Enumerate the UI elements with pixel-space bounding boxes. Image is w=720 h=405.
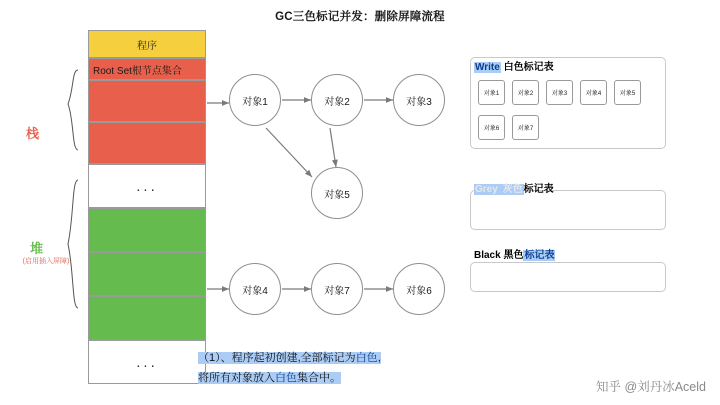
memory-block-root-set — [88, 58, 206, 80]
memory-block-program — [88, 30, 206, 58]
memory-block-heap-green-2 — [88, 252, 206, 296]
node-obj3 — [393, 74, 445, 126]
white-chip-4-label: 对象4 — [585, 91, 602, 97]
memory-block-root-set-label: Root Set根节点集合 — [93, 65, 182, 77]
memory-block-stack-empty — [88, 164, 206, 208]
caption-line-2-b: 白色 — [275, 372, 297, 384]
caption — [196, 348, 496, 388]
black-mark-table-title-mark: Black — [474, 250, 501, 261]
grey-mark-table-title-mark: Grey — [475, 184, 498, 195]
grey-mark-table-title-tail: 标记表 — [523, 184, 554, 195]
black-mark-table-title-rest: 黑色 — [500, 250, 524, 261]
white-chip-5-label: 对象5 — [619, 91, 636, 97]
white-chip-4 — [580, 80, 607, 105]
white-chip-1-label: 对象1 — [483, 91, 500, 97]
white-chip-5 — [614, 80, 641, 105]
white-mark-table-title-mark: Write — [475, 62, 500, 73]
memory-block-program-label: 程序 — [137, 40, 157, 52]
node-obj4-label: 对象4 — [242, 285, 268, 297]
node-obj5-label: 对象5 — [324, 189, 350, 201]
memory-block-stack-red-2 — [88, 122, 206, 164]
heap-sublabel: (启用插入屏障) — [22, 258, 70, 265]
node-obj1 — [229, 74, 281, 126]
white-chip-2-label: 对象2 — [517, 91, 534, 97]
black-mark-table-panel — [470, 262, 666, 292]
node-obj2 — [311, 74, 363, 126]
page-title: GC三色标记并发：删除屏障流程 — [275, 11, 445, 23]
caption-line-1-b: 白色 — [355, 352, 378, 364]
node-obj3-label: 对象3 — [406, 96, 432, 108]
node-obj6-label: 对象6 — [406, 285, 432, 297]
grey-mark-table-panel — [470, 190, 666, 230]
memory-column — [88, 30, 206, 371]
memory-block-stack-red-1 — [88, 80, 206, 122]
memory-block-heap-empty — [88, 340, 206, 384]
caption-line-2-a: 将所有对象放入 — [198, 372, 275, 384]
stack-label: 栈 — [26, 126, 40, 141]
memory-block-heap-green-3 — [88, 296, 206, 340]
white-chip-7 — [512, 115, 539, 140]
caption-line-1-a: （1）、程序起初创建,全部标记为 — [198, 352, 356, 364]
node-obj1-label: 对象1 — [242, 96, 268, 108]
node-obj7 — [311, 263, 363, 315]
grey-mark-table-title-rest: 灰色 — [499, 184, 523, 195]
white-chip-3 — [546, 80, 573, 105]
white-chip-6-label: 对象6 — [483, 126, 500, 132]
black-mark-table-title-tail: 标记表 — [524, 250, 555, 261]
caption-line-2 — [196, 368, 496, 388]
white-mark-table-title — [474, 58, 554, 73]
watermark — [596, 377, 706, 395]
white-chip-2 — [512, 80, 539, 105]
node-obj6 — [393, 263, 445, 315]
white-chip-1 — [478, 80, 505, 105]
heap-label: 堆 — [30, 241, 44, 256]
caption-line-1-c: , — [377, 352, 381, 364]
stack-ellipsis: ... — [136, 177, 158, 195]
grey-mark-table-title — [474, 180, 554, 195]
node-obj7-label: 对象7 — [324, 285, 350, 297]
heap-ellipsis: ... — [136, 353, 158, 371]
watermark-author: @刘丹冰Aceld — [624, 380, 706, 394]
white-chip-3-label: 对象3 — [551, 91, 568, 97]
node-obj5 — [311, 167, 363, 219]
white-mark-table-title-rest: 白色标记表 — [500, 62, 554, 73]
white-chip-6 — [478, 115, 505, 140]
memory-block-heap-green-1 — [88, 208, 206, 252]
watermark-site: 知乎 — [596, 380, 622, 394]
node-obj4 — [229, 263, 281, 315]
black-mark-table-title — [474, 246, 555, 261]
caption-line-2-c: 集合中。 — [297, 372, 341, 384]
node-obj2-label: 对象2 — [324, 96, 350, 108]
caption-line-1 — [196, 348, 496, 368]
white-chip-7-label: 对象7 — [517, 126, 534, 132]
